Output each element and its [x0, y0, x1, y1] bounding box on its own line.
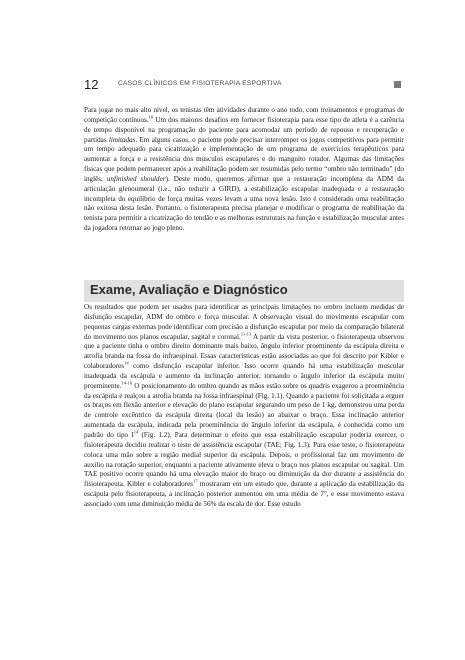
body-paragraph — [84, 303, 404, 510]
emphasis-text: unfinished shoulder — [106, 174, 166, 183]
text-run: Um dos maiores desafios em fornecer fisioterapia para esse tipo de atleta é a carência de tempo disponível na programação do paciente para acomodar um período de repouso e recuperação e partidas — [84, 115, 404, 144]
section-heading: Exame, Avaliação e Diagnóstico — [90, 282, 288, 297]
page-number: 12 — [84, 77, 99, 92]
text-run: . Em alguns casos, o paciente pode precisar interromper os jogos competitivos para permitir um tempo adequado para cicatrização e implementação de um programa de exercícios terapêuticos para aumentar a força e a resistência dos músculos escapulares e do manguito rotador. Algumas das limitações físicas que podem permanecer após a reabilitação podem ser resumidas pelo termo “ombro não terminado” (do inglês, — [84, 135, 405, 183]
citation-ref: 11-13 — [240, 331, 252, 337]
text-run: O posicionamento do ombro quando as mãos estão sobre os quadris exagerou a proeminência da escápula e realçou a atrofia branda na fossa infraespinal (Fig. 1.1). Quando a paciente foi solicitada a erguer os braços em flexão anterior e elevação do plano escapular segurando um peso de 1 kg, demonstrou uma perda de controle excêntrico da escápula direita (local da lesão) ao abaixar o braço. Essa inclinação anterior aumentada da escápula, indicada pela proeminência do ângulo inferior da escápula, é conhecida como um padrão do tipo I — [84, 381, 404, 439]
intro-paragraph — [84, 106, 404, 234]
text-run: mostraram em um estudo que, durante a aplicação da estabilização da escápula pelo fisioterapeuta, a inclinação posterior aumentou em uma média de 7°, e esse movimento estava associado com uma diminuição média de 56% da escala de dor. Esse estudo — [84, 480, 404, 508]
running-head: CASOS CLÍNICOS EM FISIOTERAPIA ESPORTIVA — [118, 80, 282, 87]
citation-ref: 14 — [133, 429, 139, 435]
section-heading-band — [84, 280, 404, 302]
citation-ref: 14 — [124, 360, 129, 366]
citation-ref: 14-16 — [121, 380, 133, 386]
text-run: como disfunção escapular inferior. Isso ocorre quando há uma estabilização muscular inadequada da escápula e aumento da inclinação anterior, tornando o ângulo inferior da escápula muito proeminente. — [84, 362, 404, 390]
text-run: (Fig. 1.2). Para determinar o efeito que essa estabilização escapular poderia exercer, o fisioterapeuta decidiu realizar o teste de assistência escapular (TAE; Fig. 1.3). Para esse teste, o fisioterapeuta coloca uma mão sobre a região medial superior da escápula. Depois, o profissional faz um movimento de auxílio na rotação superior, enquanto a paciente ativamente eleva o braço nos planos escapular ou sagital. Um TAE positivo ocorre quando há uma elevação maior do braço ou diminuição da dor durante a assistência do fisioterapeuta. Kibler e colaboradores — [84, 430, 404, 489]
page-header — [84, 77, 404, 93]
citation-ref: 10 — [148, 114, 154, 120]
text-run: Para jogar no mais alto nível, os tenistas têm atividades durante o ano todo, com treinamentos e programas de competição contínuos. — [84, 106, 404, 124]
citation-ref: 17 — [193, 478, 198, 484]
header-square-marker — [394, 81, 401, 88]
text-run: A partir da vista posterior, o fisioterapeuta observou que a paciente tinha o ombro direito dominante mais baixo, ângulo inferior proeminente da escápula direita e atrofia branda na fossa do infraespinal. Essas características estão associadas ao que foi descrito por Kibler e colaboradores — [84, 332, 404, 371]
text-run: ). Deste modo, queremos afirmar que a restauração incompleta da ADM da articulação glenoumeral (i.e., não reduzir a GIRD), a estabilização escapular inadequada e a restauração incompleta do equilíbrio de força muitas vezes levam a uma nova lesão. Isto é considerado uma reabilitação não exitosa desta lesão. Portanto, o fisioterapeuta precisa planejar e modificar o programa de reabilitação da tenista para permitir a cicatrização do tendão e as melhoras estruturais na função e estabilização muscular antes da jogadora retornar ao jogo pleno. — [84, 174, 405, 233]
text-run: Os resultados que podem ser usados para identificar as principais limitações no ombro incluem medidas de disfunção escapular, ADM do ombro e força muscular. A observação visual do movimento escapular com pequenas cargas externas pode identificar com precisão a disfunção escapular por meio da comparação bilateral do movimento nos planos escapular, sagital e coronal. — [84, 303, 404, 341]
emphasis-text: limitadas — [108, 135, 136, 144]
